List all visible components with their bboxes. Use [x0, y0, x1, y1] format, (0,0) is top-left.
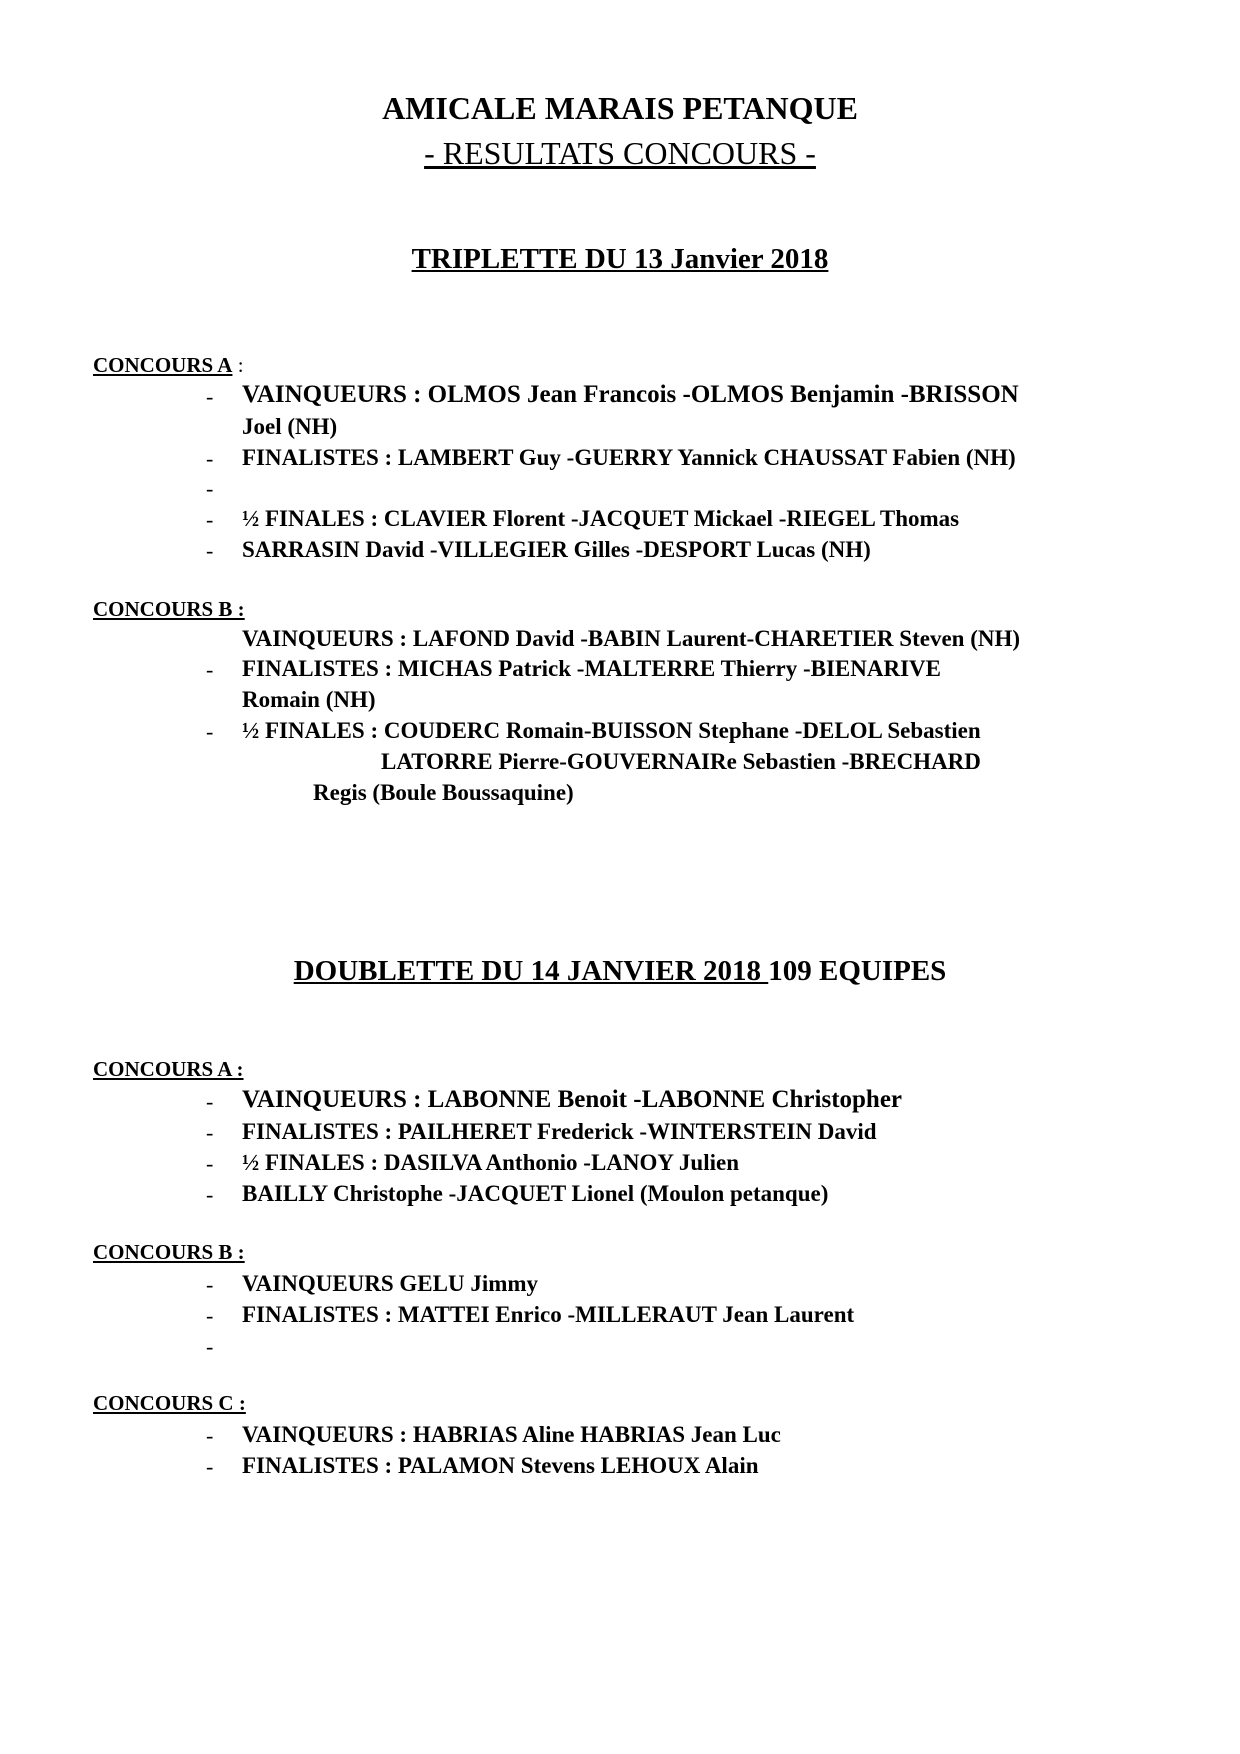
doublette-b-line-2: FINALISTES : MATTEI Enrico -MILLERAUT Jean Laurent: [242, 1302, 855, 1327]
bullet-dash: -: [206, 1272, 214, 1297]
bullet-dash: -: [206, 1151, 214, 1176]
bullet-dash: -: [206, 1423, 214, 1448]
triplette-b-line-3: Romain (NH): [242, 687, 376, 712]
doublette-c-line-1: VAINQUEURS : HABRIAS Aline HABRIAS Jean Luc: [242, 1422, 781, 1447]
bullet-dash: -: [206, 476, 214, 501]
triplette-concours-b-label: CONCOURS B :: [93, 597, 245, 621]
triplette-a-line-4: ½ FINALES : CLAVIER Florent -JACQUET Mickael -RIEGEL Thomas: [242, 506, 960, 531]
triplette-a-line-1: VAINQUEURS : OLMOS Jean Francois -OLMOS Benjamin -BRISSON: [242, 381, 1019, 408]
bullet-dash: -: [206, 657, 214, 682]
triplette-b-line-5: LATORRE Pierre-GOUVERNAIRe Sebastien -BRECHARD: [381, 749, 981, 774]
bullet-dash: -: [206, 1454, 214, 1479]
doublette-b-line-1: VAINQUEURS GELU Jimmy: [242, 1271, 539, 1296]
doublette-concours-a-label: CONCOURS A :: [93, 1057, 244, 1081]
doublette-a-line-1: VAINQUEURS : LABONNE Benoit -LABONNE Christopher: [242, 1086, 903, 1113]
doublette-concours-c-label: CONCOURS C :: [93, 1391, 246, 1415]
triplette-b-line-1: VAINQUEURS : LAFOND David -BABIN Laurent-CHARETIER Steven (NH): [242, 626, 1021, 651]
doublette-concours-b-label: CONCOURS B :: [93, 1240, 245, 1264]
doublette-heading: DOUBLETTE DU 14 JANVIER 2018 109 EQUIPES: [293, 955, 947, 987]
bullet-dash: -: [206, 446, 214, 471]
page-subtitle: - RESULTATS CONCOURS -: [424, 135, 816, 171]
doublette-a-line-4: BAILLY Christophe -JACQUET Lionel (Moulon petanque): [242, 1181, 829, 1206]
bullet-dash: -: [206, 384, 214, 409]
triplette-a-line-2: Joel (NH): [242, 414, 338, 439]
triplette-concours-a-label: CONCOURS A :: [93, 353, 244, 377]
doublette-a-line-3: ½ FINALES : DASILVA Anthonio -LANOY Julien: [242, 1150, 739, 1175]
bullet-dash: -: [206, 538, 214, 563]
triplette-a-line-3: FINALISTES : LAMBERT Guy -GUERRY Yannick CHAUSSAT Fabien (NH): [242, 445, 1016, 470]
bullet-dash: -: [206, 1334, 214, 1359]
bullet-dash: -: [206, 1182, 214, 1207]
triplette-b-line-2: FINALISTES : MICHAS Patrick -MALTERRE Thierry -BIENARIVE: [242, 656, 942, 681]
triplette-b-line-4: ½ FINALES : COUDERC Romain-BUISSON Stephane -DELOL Sebastien: [242, 718, 981, 743]
bullet-dash: -: [206, 1089, 214, 1114]
doublette-c-line-2: FINALISTES : PALAMON Stevens LEHOUX Alain: [242, 1453, 759, 1478]
bullet-dash: -: [206, 719, 214, 744]
bullet-dash: -: [206, 507, 214, 532]
bullet-dash: -: [206, 1120, 214, 1145]
triplette-heading: TRIPLETTE DU 13 Janvier 2018: [411, 243, 829, 275]
triplette-a-line-5: SARRASIN David -VILLEGIER Gilles -DESPORT Lucas (NH): [242, 537, 871, 562]
bullet-dash: -: [206, 1303, 214, 1328]
triplette-b-line-6: Regis (Boule Boussaquine): [313, 780, 574, 805]
page-title: AMICALE MARAIS PETANQUE: [382, 90, 858, 126]
doublette-a-line-2: FINALISTES : PAILHERET Frederick -WINTERSTEIN David: [242, 1119, 877, 1144]
